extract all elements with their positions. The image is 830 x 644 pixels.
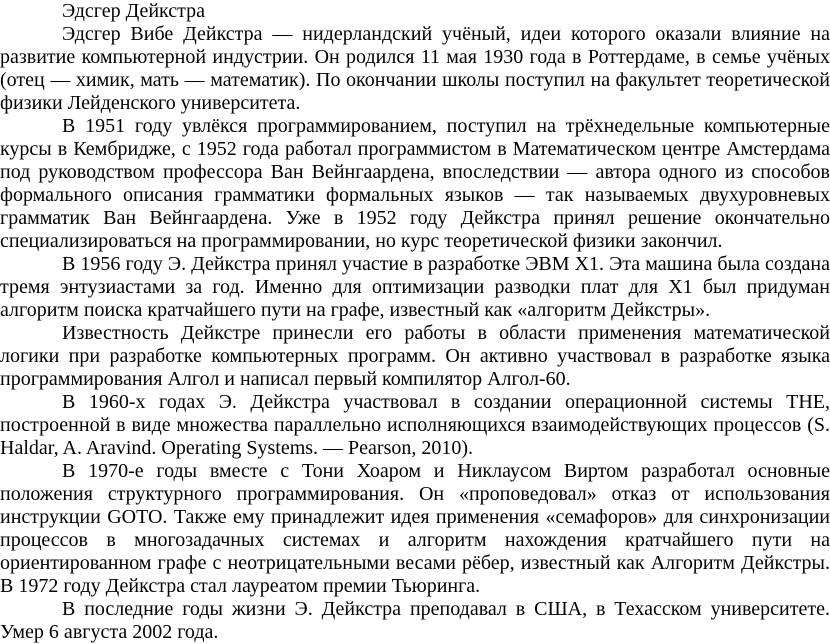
paragraph-logic-algol: Известность Дейкстре принесли его работы в области применения математической логики при разработке компьютерных программ. Он активно участвовал в разработке языка программирования Алгол и написал первый компилятор Алгол-60. (0, 322, 830, 390)
paragraph-last-years: В последние годы жизни Э. Дейкстра преподавал в США, в Техасском университете. Умер 6 августа 2002 года. (0, 598, 830, 643)
paragraph-x1-computer: В 1956 году Э. Дейкстра принял участие в разработке ЭВМ X1. Эта машина была создана тремя энтузиастами за год. Именно для оптимизации разводки плат для X1 был придуман алгоритм поиска кратчайшего пути на графе, известный как «алгоритм Дейкстры». (0, 253, 830, 321)
paragraph-biography-intro: Эдсгер Вибе Дейкстра — нидерландский учёный, идеи которого оказали влияние на развитие компьютерной индустрии. Он родился 11 мая 1930 года в Роттердаме, в семье учёных (отец — химик, мать — математик). По окончании школы поступил на факультет теоретической физики Лейденского университета. (0, 23, 830, 114)
paragraph-the-os: В 1960-х годах Э. Дейкстра участвовал в создании операционной системы THE, построенной в виде множества параллельно исполняющихся взаимодействующих процессов (S. Haldar, A. Aravind. Operating Systems. — Pearson, 2010). (0, 391, 830, 459)
paragraph-programming-start: В 1951 году увлёкся программированием, поступил на трёхнедельные компьютерные курсы в Кембридже, с 1952 года работал программистом в Математическом центре Амстердама под руководством профессора Ван Вейнгаардена, впоследствии — автора одного из способов формального описания грамматики формальных языков — так называемых двухуровневых грамматик Ван Вейнгаардена. Уже в 1952 году Дейкстра принял решение окончательно специализироваться на программировании, но курс теоретической физики закончил. (0, 115, 830, 252)
paragraph-structured-programming: В 1970-е годы вместе с Тони Хоаром и Никлаусом Виртом разработал основные положения структурного программирования. Он «проповедовал» отказ от использования инструкции GOTO. Также ему принадлежит идея применения «семафоров» для синхронизации процессов в многозадачных системах и алгоритм нахождения кратчайшего пути на ориентированном графе с неотрицательными весами рёбер, известный как Алгоритм Дейкстры. В 1972 году Дейкстра стал лауреатом премии Тьюринга. (0, 460, 830, 597)
document-title: Эдсгер Дейкстра (62, 0, 205, 22)
